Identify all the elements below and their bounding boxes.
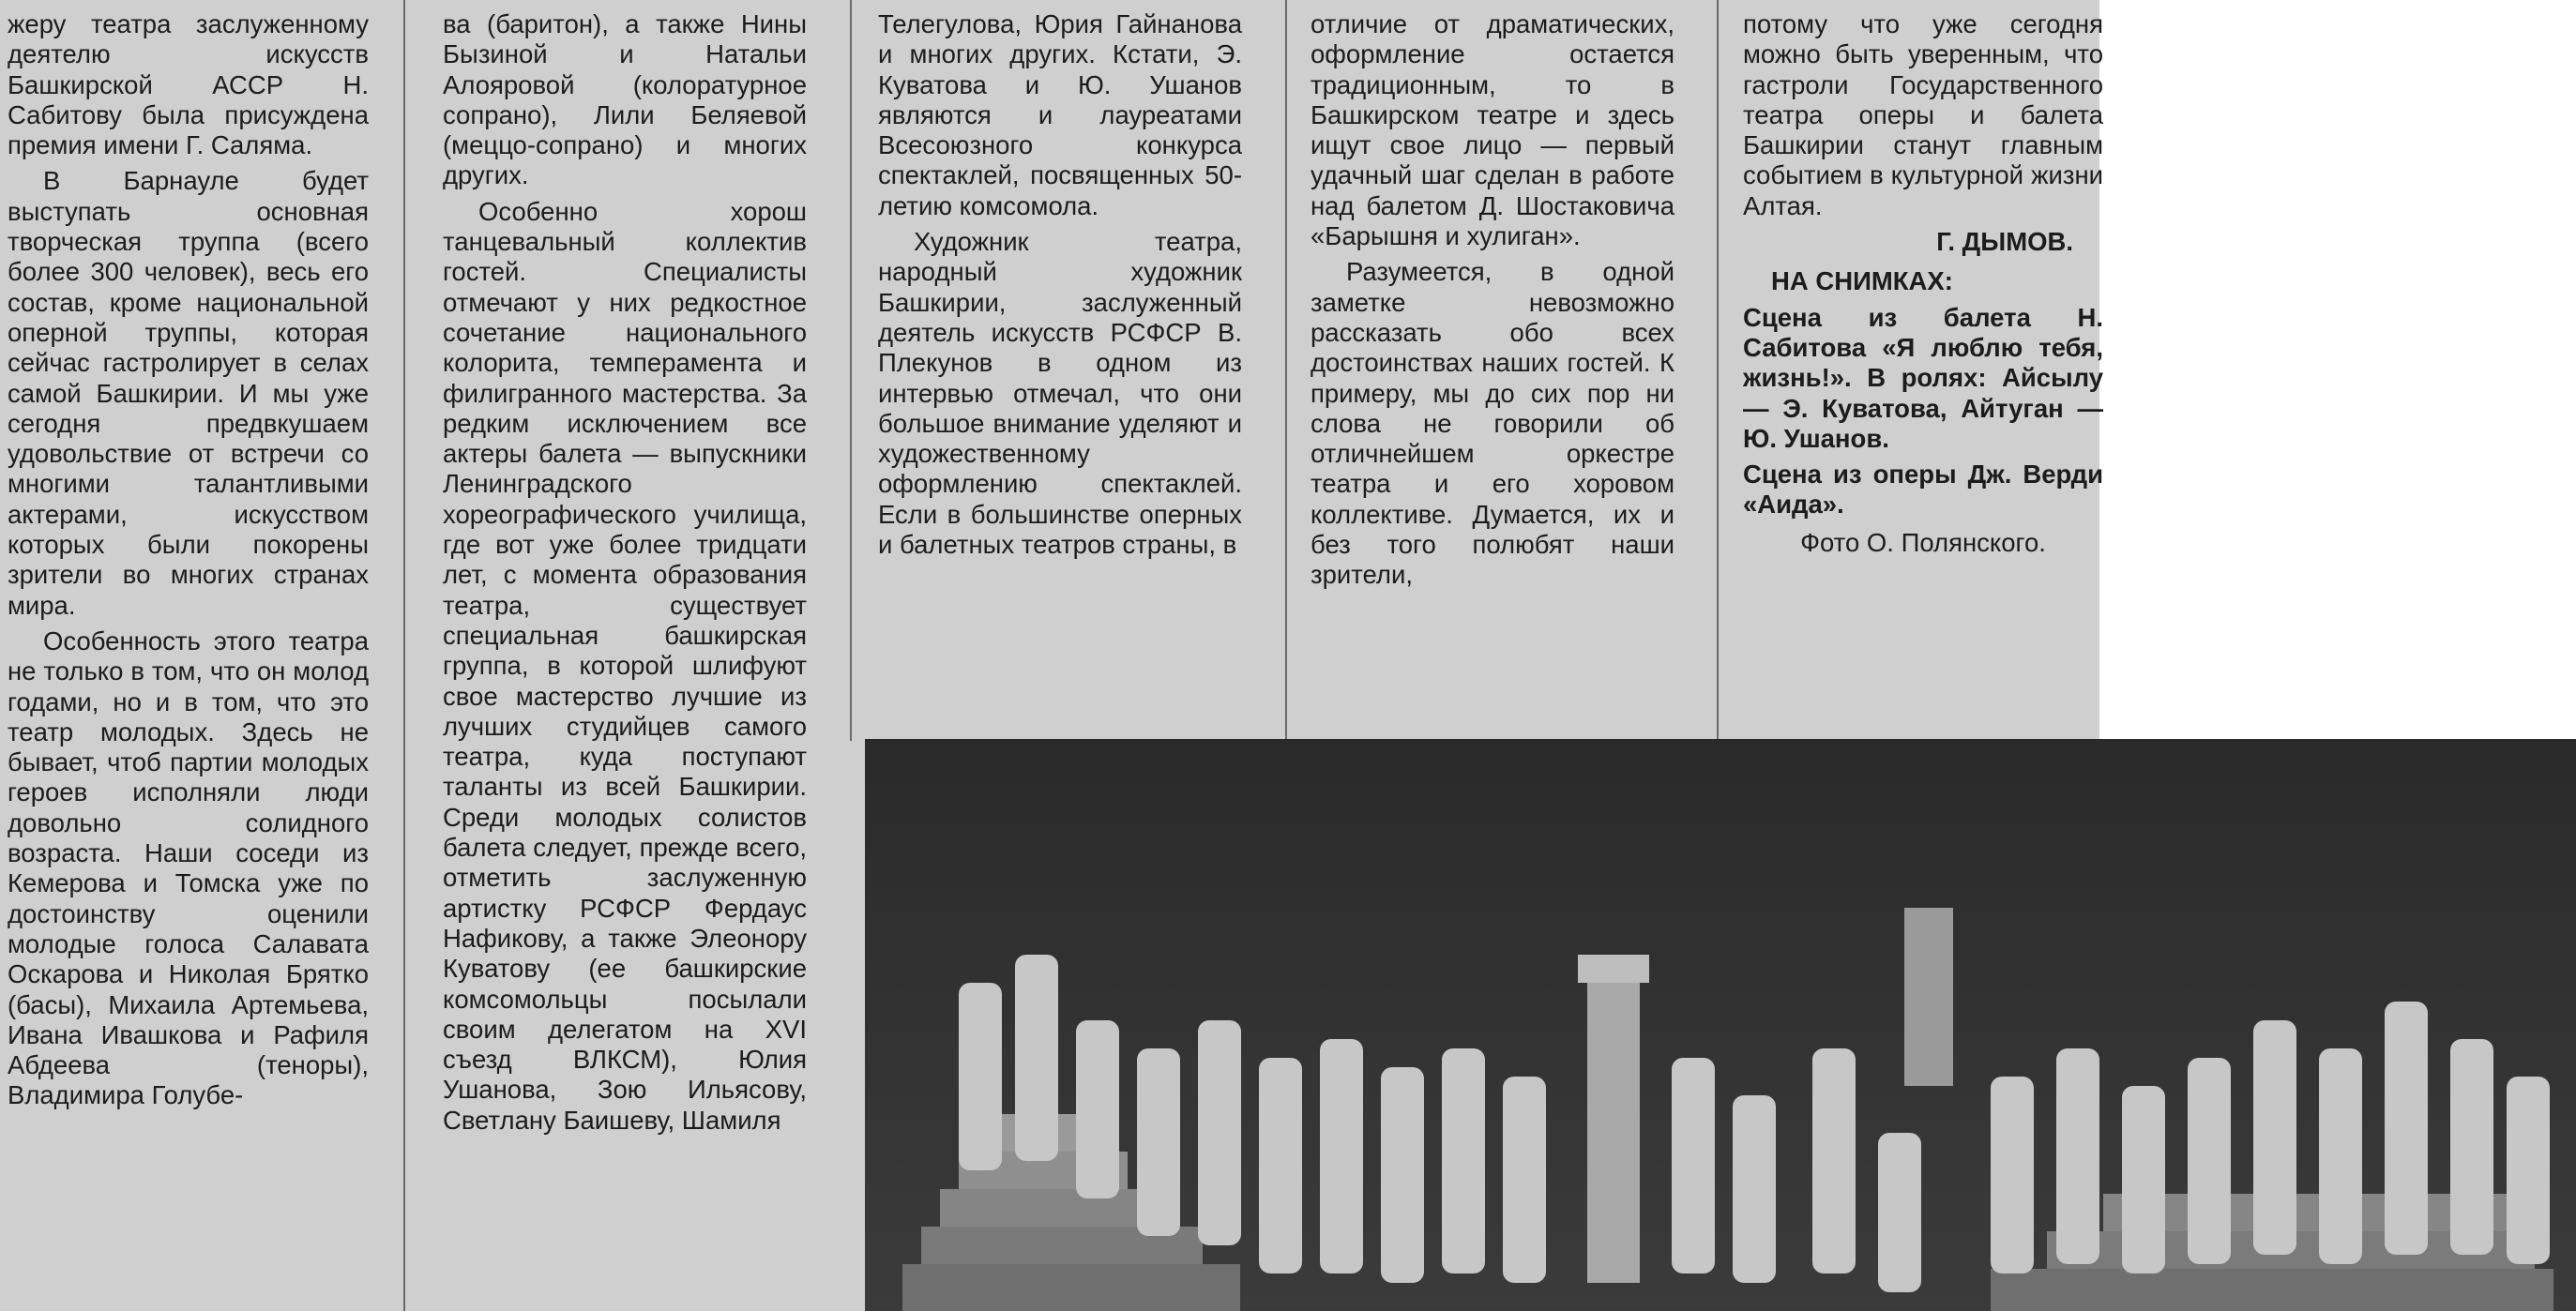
paragraph: В Барнауле будет выступать основная творческая труппа (всего более 300 человек), весь его состав, кроме национальной оперной труппы, которая сейчас гастролирует в селах самой Башкирии. И мы уже сегодня предвкушаем удовольствие от встречи со многими талантливыми актерами, искусством которых были покорены зрители во многих странах мира. xyxy=(8,166,369,620)
column-rule xyxy=(850,0,852,741)
caption-heading: НА СНИМКАХ: xyxy=(1771,266,1953,296)
paragraph: ва (баритон), а также Нины Бызиной и Натальи Алояровой (колоратурное сопрано), Лили Беляевой (меццо-сопрано) и многих других. xyxy=(443,9,807,190)
article-column-1 xyxy=(8,9,369,1117)
column-rule xyxy=(403,0,405,1311)
paragraph: жеру театра заслуженному деятелю искусств Башкирской АССР Н. Сабитову была присуждена премия имени Г. Саляма. xyxy=(8,9,369,160)
paragraph: Художник театра, народный художник Башкирии, заслуженный деятель искусств РСФСР В. Плекунов в одном из интервью отмечал, что они большое внимание уделяют и художественному оформлению спектаклей. Если в большинстве оперных и балетных театров страны, в xyxy=(878,227,1242,560)
photo-caption: Сцена из балета Н. Сабитова «Я люблю тебя, жизнь!». В ролях: Айсылу — Э. Куватова, Айтуган — Ю. Ушанов. xyxy=(1743,302,2103,453)
paragraph: Особенно хорош танцевальный коллектив гостей. Специалисты отмечают у них редкостное сочетание национального колорита, темперамента и филигранного мастерства. За редким исключением все актеры балета — выпускники Ленинградского хореографического училища, где вот уже более тридцати лет, с момента образования театра, существует специальная башкирская группа, в которой шлифуют свое мастерство лучшие из лучших студийцев самого театра, куда поступают таланты из всей Башкирии. Среди молодых солистов балета следует, прежде всего, отметить заслуженную артистку РСФСР Фердаус Нафикову, а также Элеонору Куватову (ее башкирские комсомольцы посылали своим делегатом на XVI съезд ВЛКСМ), Юлия Ушанова, Зою Ильясову, Светлану Баишеву, Шамиля xyxy=(443,196,807,1135)
photo-credit: Фото О. Полянского. xyxy=(1800,527,2046,557)
paragraph: Телегулова, Юрия Гайнанова и многих других. Кстати, Э. Куватова и Ю. Ушанов являются и лауреатами Всесоюзного конкурса спектаклей, посвященных 50-летию комсомола. xyxy=(878,9,1242,220)
blank-margin xyxy=(2099,0,2576,750)
author-signature: Г. ДЫМОВ. xyxy=(1936,227,2073,257)
stage-photo xyxy=(865,739,2576,1311)
paragraph: Особенность этого театра не только в том, что он молод годами, но и в том, что это театр молодых. Здесь не бывает, чтоб партии молодых героев исполняли люди довольно солидного возраста. Наши соседи из Кемерова и Томска уже по достоинству оценили молодые голоса Салавата Оскарова и Николая Брятко (басы), Михаила Артемьева, Ивана Ивашкова и Рафиля Абдеева (теноры), Владимира Голубе- xyxy=(8,625,369,1110)
column-rule xyxy=(1285,0,1287,741)
paragraph: отличие от драматических, оформление остается традиционным, то в Башкирском театре и здесь ищут свое лицо — первый удачный шаг сделан в работе над балетом Д. Шостаковича «Барышня и хулиган». xyxy=(1311,9,1674,251)
article-column-5 xyxy=(1743,9,2103,558)
stage-photo-illustration xyxy=(865,739,2576,1311)
paragraph: Разумеется, в одной заметке невозможно рассказать обо всех достоинствах наших гостей. К примеру, мы до сих пор ни слова не говорили об отличнейшем оркестре театра и его хоровом коллективе. Думается, их и без того полюбят наши зрители, xyxy=(1311,257,1674,590)
article-column-2 xyxy=(443,9,807,1141)
article-column-3 xyxy=(878,9,1242,565)
paragraph: потому что уже сегодня можно быть уверенным, что гастроли Государственного театра оперы и балета Башкирии станут главным событием в культурной жизни Алтая. xyxy=(1743,9,2103,220)
photo-caption: Сцена из оперы Дж. Верди «Аида». xyxy=(1743,460,2103,520)
column-rule xyxy=(1717,0,1719,741)
article-column-4 xyxy=(1311,9,1674,596)
